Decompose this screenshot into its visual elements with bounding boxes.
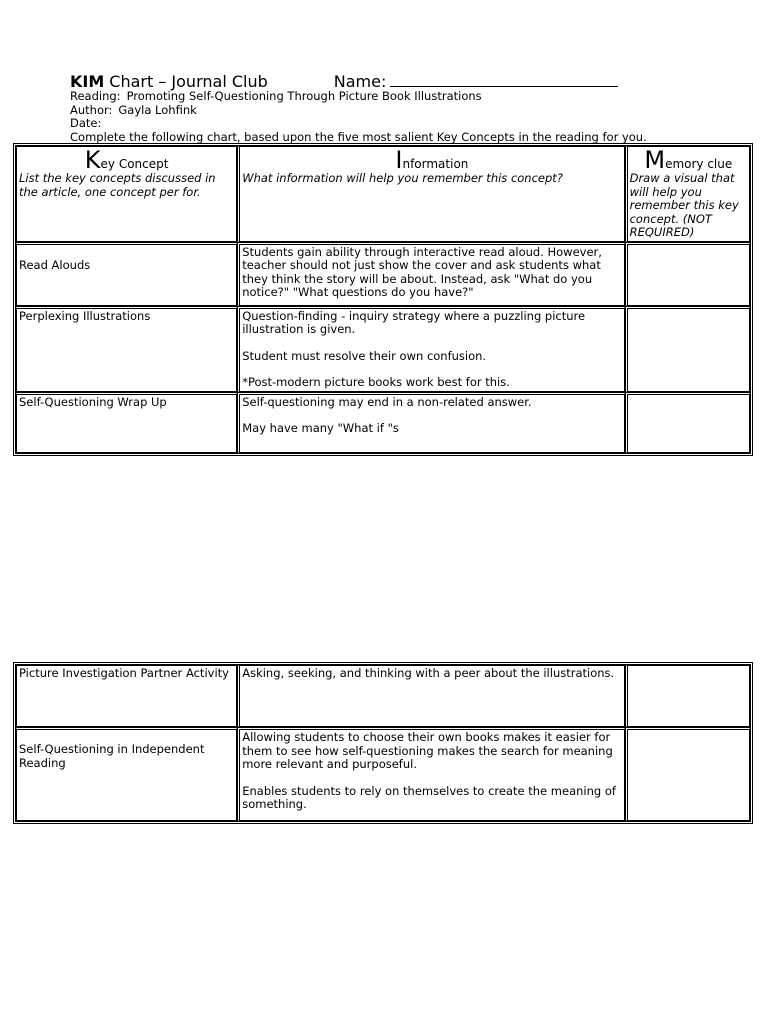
memory-cell[interactable] (625, 242, 750, 306)
info-cell (237, 665, 624, 727)
author-line (70, 104, 730, 118)
concept-cell: Picture Investigation Partner Activity (16, 665, 237, 727)
reading-value: Promoting Self-Questioning Through Picture Book Illustrations (126, 89, 482, 103)
memory-clue-title (630, 148, 747, 172)
kim-table-top (15, 145, 751, 454)
table-row (16, 665, 750, 727)
name-label: Name: (333, 72, 387, 91)
concept-cell: Read Alouds (16, 242, 237, 306)
key-concept-desc: List the key concepts discussed in the article, one concept per for. (19, 171, 216, 199)
instructions: Complete the following chart, based upon the five most salient Key Concepts in the reading for you. (70, 129, 647, 144)
key-concept-title (19, 148, 234, 172)
table-row (16, 727, 750, 821)
key-concept-rest: ey Concept (100, 157, 169, 171)
author-label: Author: (70, 102, 113, 117)
info-text: *Post-modern picture books work best for this. (242, 375, 510, 389)
title-text: Chart – Journal Club (109, 72, 268, 91)
info-text: Self-questioning may end in a non-related answer. (242, 394, 532, 409)
memory-cell[interactable] (625, 306, 750, 392)
date-label: Date: (70, 116, 102, 130)
memory-cell[interactable] (625, 392, 750, 453)
info-cell (237, 727, 624, 821)
title-kim: KIM (70, 72, 105, 91)
title-line (70, 70, 730, 90)
memory-clue-desc: Draw a visual that will help you remember this key concept. (NOT REQUIRED) (629, 171, 739, 239)
header-key-concept (16, 146, 237, 242)
information-rest: nformation (402, 157, 469, 171)
table-row (16, 306, 750, 392)
table-row (16, 392, 750, 453)
concept-cell: Perplexing Illustrations (16, 306, 237, 392)
memory-cell[interactable] (625, 727, 750, 821)
info-cell (237, 242, 624, 306)
info-text: Student must resolve their own confusion. (242, 348, 487, 363)
cap-m: M (644, 146, 666, 174)
info-text: Students gain ability through interactive read aloud. However, teacher should not just show the cover and ask students what they think the story will be about. Instead, ask "What do you notice?" "What questions do you have?" (242, 244, 602, 299)
concept-cell: Self-Questioning Wrap Up (16, 392, 237, 453)
info-text: Allowing students to choose their own books makes it easier for them to see how self-questioning makes the search for meaning more relevant and purposeful. (242, 730, 613, 771)
info-text: Enables students to rely on themselves to create the meaning of something. (242, 783, 616, 811)
table-row (16, 242, 750, 306)
author-value: Gayla Lohfink (118, 102, 197, 117)
kim-table-bottom (15, 664, 751, 822)
info-text: May have many "What if "s (242, 421, 399, 435)
info-text: Asking, seeking, and thinking with a peer about the illustrations. (242, 666, 615, 680)
cap-i: I (395, 146, 403, 174)
cap-k: K (84, 146, 101, 174)
header-memory-clue (625, 146, 750, 242)
memory-cell[interactable] (625, 665, 750, 727)
reading-line (70, 90, 730, 104)
information-title (242, 148, 621, 172)
info-cell (237, 392, 624, 453)
header-information (237, 146, 624, 242)
date-line (70, 117, 730, 131)
column-header-row (16, 146, 750, 242)
info-cell (237, 306, 624, 392)
info-text: Question-finding - inquiry strategy where a puzzling picture illustration is given. (242, 308, 586, 336)
name-blank-line[interactable] (390, 70, 618, 87)
information-desc: What information will help you remember this concept? (242, 171, 563, 185)
concept-cell: Self-Questioning in Independent Reading (16, 727, 237, 821)
reading-label: Reading: (70, 89, 121, 103)
memory-clue-rest: emory clue (665, 157, 733, 171)
chart-header (70, 70, 730, 144)
